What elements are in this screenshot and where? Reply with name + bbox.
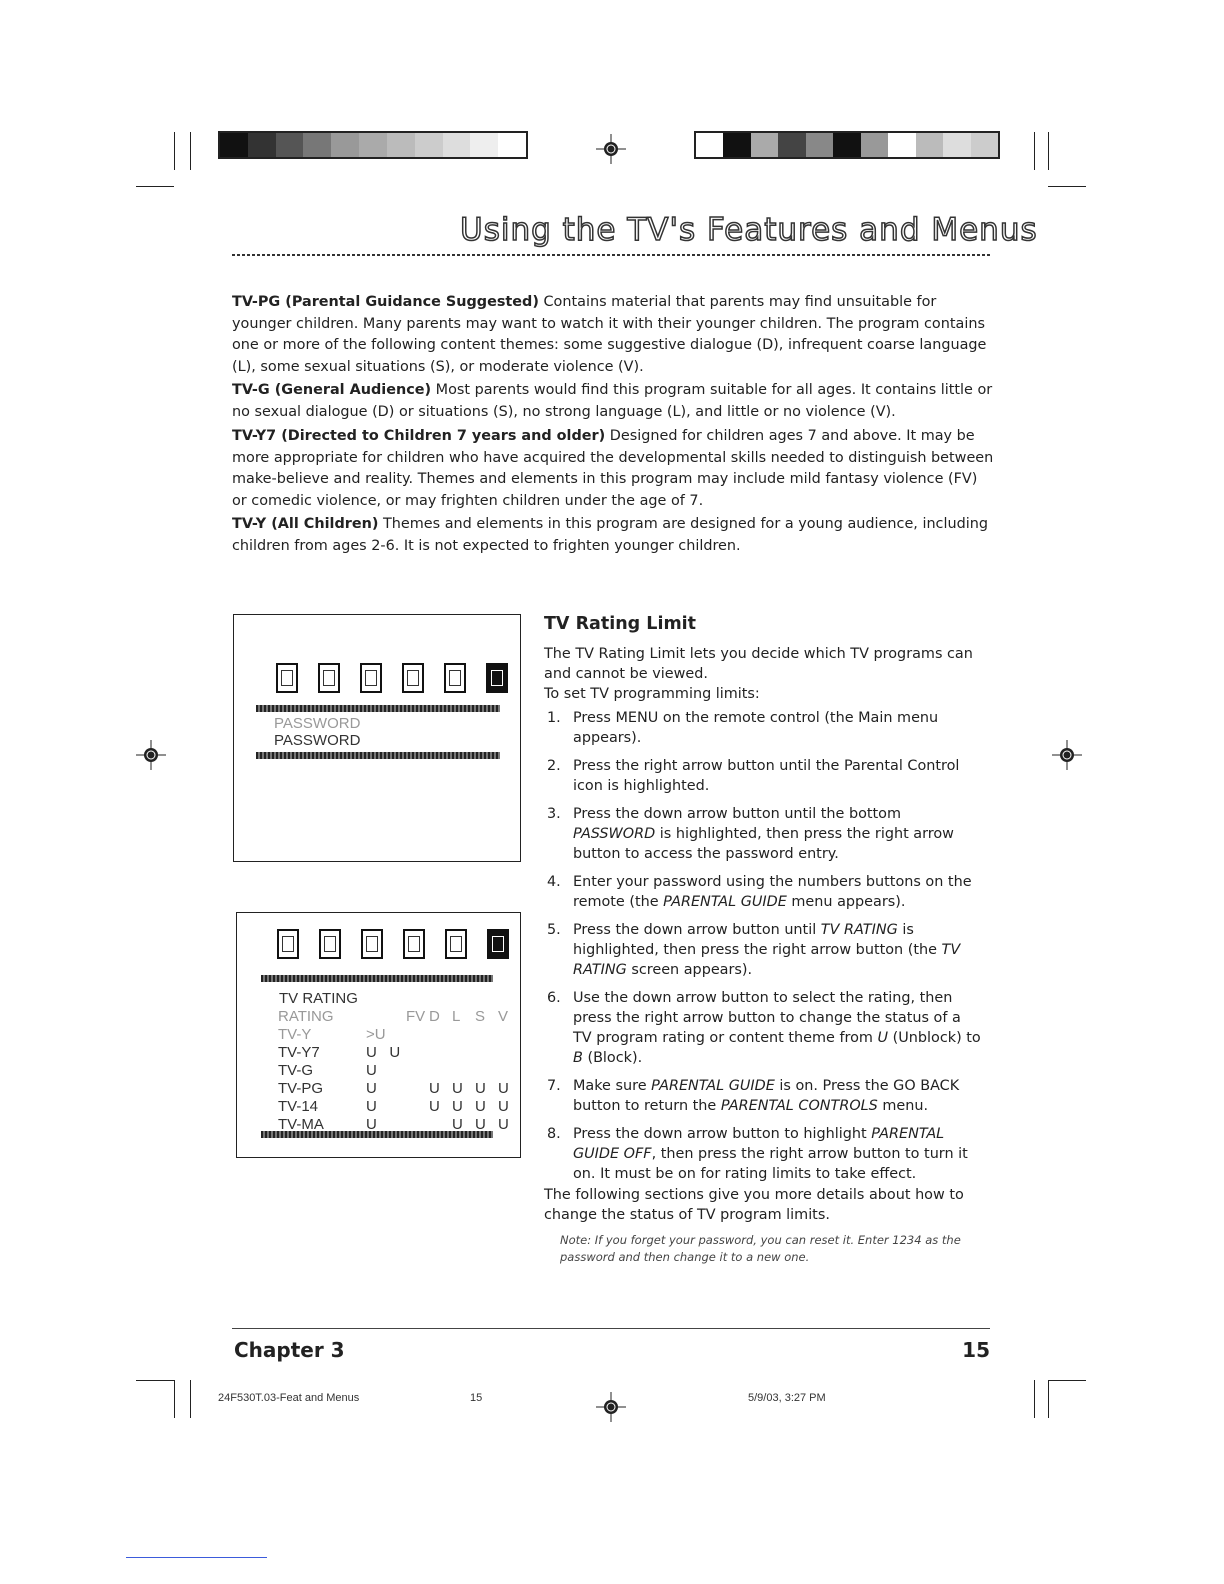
status-cell[interactable]: U (452, 1080, 463, 1097)
crop-mark (190, 1380, 191, 1418)
menu-bar-top (261, 975, 493, 982)
lock-icon (486, 663, 508, 693)
menu-bar-top (256, 705, 500, 712)
step-number: 6. (547, 990, 561, 1006)
footer-rule (232, 1328, 990, 1329)
crop-mark (1048, 186, 1086, 187)
rating-cell: TV-Y7 (278, 1044, 320, 1061)
note-text: Note: If you forget your password, you can reset it. Enter 1234 as the password and then change it to a new one. (560, 1233, 961, 1264)
paragraph-tv-pg (232, 292, 994, 378)
header-cell (366, 1008, 406, 1026)
term: TV-PG (Parental Guidance Suggested) (232, 294, 539, 310)
crop-mark (174, 132, 175, 170)
table-row[interactable] (278, 1044, 521, 1062)
step-item (544, 1076, 984, 1116)
description: Themes and elements in this program are designed for a young audience, including children from ages 2-6. It is not expected to frighten younger children. (232, 516, 988, 554)
step-item (544, 988, 984, 1068)
term: TV-G (General Audience) (232, 382, 432, 398)
step-number: 2. (547, 758, 561, 774)
table-row[interactable] (278, 1062, 521, 1080)
slug-filename: 24F530T.03-Feat and Menus (218, 1392, 360, 1404)
link-underline (126, 1557, 267, 1558)
tv-icon (277, 929, 299, 959)
step-text: Make sure PARENTAL GUIDE is on. Press the GO BACK button to return the PARENTAL CONTROLS menu. (573, 1078, 960, 1114)
header-cell: D (429, 1008, 440, 1025)
table-row[interactable] (278, 1026, 521, 1044)
term: TV-Y7 (Directed to Children 7 years and older) (232, 428, 606, 444)
status-cell[interactable]: U (498, 1116, 509, 1133)
status-cell[interactable]: U (429, 1080, 440, 1097)
parental-control-icon (445, 929, 467, 959)
menu-icon-row (276, 663, 528, 693)
step-number: 1. (547, 710, 561, 726)
setup-icon (402, 663, 424, 693)
registration-mark-icon (136, 740, 166, 770)
tv-icon (276, 663, 298, 693)
header-cell: RATING (278, 1008, 334, 1025)
table-row[interactable] (278, 1116, 521, 1134)
description: Most parents would find this program suitable for all ages. It contains little or no sexual dialogue (D) or situations (S), no strong language (L), and little or no violence (V). (232, 382, 993, 420)
paragraph-tv-g (232, 380, 994, 423)
rating-cell: TV-PG (278, 1080, 324, 1097)
tv-rating-heading: TV RATING (279, 990, 358, 1007)
page-title: Using the TV's Features and Menus (460, 212, 1038, 248)
slug-page: 15 (470, 1392, 483, 1404)
header-cell: L (452, 1008, 461, 1025)
term: TV-Y (All Children) (232, 516, 379, 532)
status-cell[interactable]: U (498, 1098, 509, 1115)
audio-icon (318, 663, 340, 693)
closing-text: The following sections give you more details about how to change the status of TV program limits. (544, 1187, 964, 1223)
status-value: U (366, 1044, 377, 1061)
header-cell: S (475, 1008, 486, 1025)
description: Contains material that parents may find unsuitable for younger children. Many parents may want to watch it with their younger children. The program contains one or more of the following content themes: some suggestive dialogue (D), infrequent coarse language (L), some sexual situations (S), or moderate violence (V). (232, 294, 987, 375)
table-row[interactable] (278, 1080, 521, 1098)
crop-mark (1034, 1380, 1035, 1418)
audio-icon (319, 929, 341, 959)
status-cell[interactable]: U (475, 1098, 486, 1115)
color-bar-right (694, 131, 1000, 159)
page-number: 15 (962, 1338, 990, 1362)
color-bar-left (218, 131, 528, 159)
section-lead: To set TV programming limits: (544, 686, 760, 702)
paragraph-tv-y7 (232, 426, 994, 512)
step-number: 3. (547, 806, 561, 822)
section-heading: TV Rating Limit (544, 614, 697, 634)
status-cell[interactable]: U (366, 1062, 377, 1079)
step-text: Press the down arrow button until TV RATING is highlighted, then press the right arrow button (the TV RATING screen appears). (573, 922, 961, 978)
crop-mark (136, 1380, 174, 1381)
setup-icon (403, 929, 425, 959)
chapter-label: Chapter 3 (234, 1338, 345, 1362)
menu-bar-bottom (256, 752, 500, 759)
step-item (544, 708, 984, 748)
status-cell[interactable]: >U (366, 1026, 386, 1043)
registration-mark-icon (596, 1392, 626, 1422)
step-text: Press MENU on the remote control (the Main menu appears). (573, 710, 939, 746)
rating-cell: TV-G (278, 1062, 314, 1079)
rating-cell: TV-Y (278, 1026, 312, 1043)
password-menu-screen (233, 614, 521, 862)
crop-mark (1034, 132, 1035, 170)
step-text: Press the right arrow button until the Parental Control icon is highlighted. (573, 758, 960, 794)
parental-control-icon (444, 663, 466, 693)
step-number: 4. (547, 874, 561, 890)
crop-mark (136, 186, 174, 187)
password-item: PASSWORD (274, 715, 361, 732)
status-cell[interactable]: U (366, 1098, 377, 1115)
header-cell: V (498, 1008, 509, 1025)
status-cell[interactable]: U (475, 1116, 486, 1133)
status-cell[interactable]: U (475, 1080, 486, 1097)
step-number: 8. (547, 1126, 561, 1142)
step-text: Press the down arrow button to highlight PARENTAL GUIDE OFF, then press the right arrow button to turn it on. It must be on for rating limits to take effect. (573, 1126, 968, 1182)
rating-table (278, 1008, 521, 1134)
status-cell[interactable]: U (366, 1080, 377, 1097)
step-item (544, 1124, 984, 1184)
password-item-highlighted: PASSWORD (274, 732, 361, 749)
paragraph-tv-y (232, 514, 994, 557)
header-rule (232, 254, 990, 256)
lock-icon (487, 929, 509, 959)
step-item (544, 804, 984, 864)
step-text: Enter your password using the numbers buttons on the remote (the PARENTAL GUIDE menu appears). (573, 874, 972, 910)
menu-icon-row (277, 929, 529, 959)
slug-date: 5/9/03, 3:27 PM (748, 1392, 826, 1404)
description: Designed for children ages 7 and above. It may be more appropriate for children who have acquired the developmental skills needed to distinguish between make-believe and reality. Themes and elements in this program may include mild fantasy violence (FV) or comedic violence, or may frighten children under the age of 7. (232, 428, 994, 509)
status-cell[interactable]: U (452, 1116, 463, 1133)
table-header-row (278, 1008, 521, 1026)
status-cell[interactable] (366, 1044, 406, 1062)
status-cell[interactable]: U (429, 1098, 440, 1115)
header-cell: FV (406, 1008, 426, 1025)
step-text: Use the down arrow button to select the rating, then press the right arrow button to change the status of a TV program rating or content theme from U (Unblock) to B (Block). (573, 990, 981, 1066)
step-text: Press the down arrow button until the bottom PASSWORD is highlighted, then press the right arrow button to access the password entry. (573, 806, 954, 862)
crop-mark (1048, 1380, 1086, 1381)
crop-mark (1048, 1380, 1049, 1418)
steps-list (544, 708, 984, 1192)
registration-mark-icon (1052, 740, 1082, 770)
status-cell[interactable]: U (452, 1098, 463, 1115)
registration-mark-icon (596, 134, 626, 164)
rating-cell: TV-14 (278, 1098, 319, 1115)
timer-icon (360, 663, 382, 693)
step-item (544, 920, 984, 980)
status-cell[interactable]: U (366, 1116, 377, 1133)
timer-icon (361, 929, 383, 959)
status-value: U (389, 1044, 401, 1061)
step-number: 7. (547, 1078, 561, 1094)
step-item (544, 872, 984, 912)
status-cell[interactable]: U (498, 1080, 509, 1097)
section-intro: The TV Rating Limit lets you decide which TV programs can and cannot be viewed. (544, 646, 973, 682)
step-item (544, 756, 984, 796)
crop-mark (1048, 132, 1049, 170)
step-number: 5. (547, 922, 561, 938)
crop-mark (174, 1380, 175, 1418)
rating-cell: TV-MA (278, 1116, 324, 1133)
crop-mark (190, 132, 191, 170)
table-row[interactable] (278, 1098, 521, 1116)
